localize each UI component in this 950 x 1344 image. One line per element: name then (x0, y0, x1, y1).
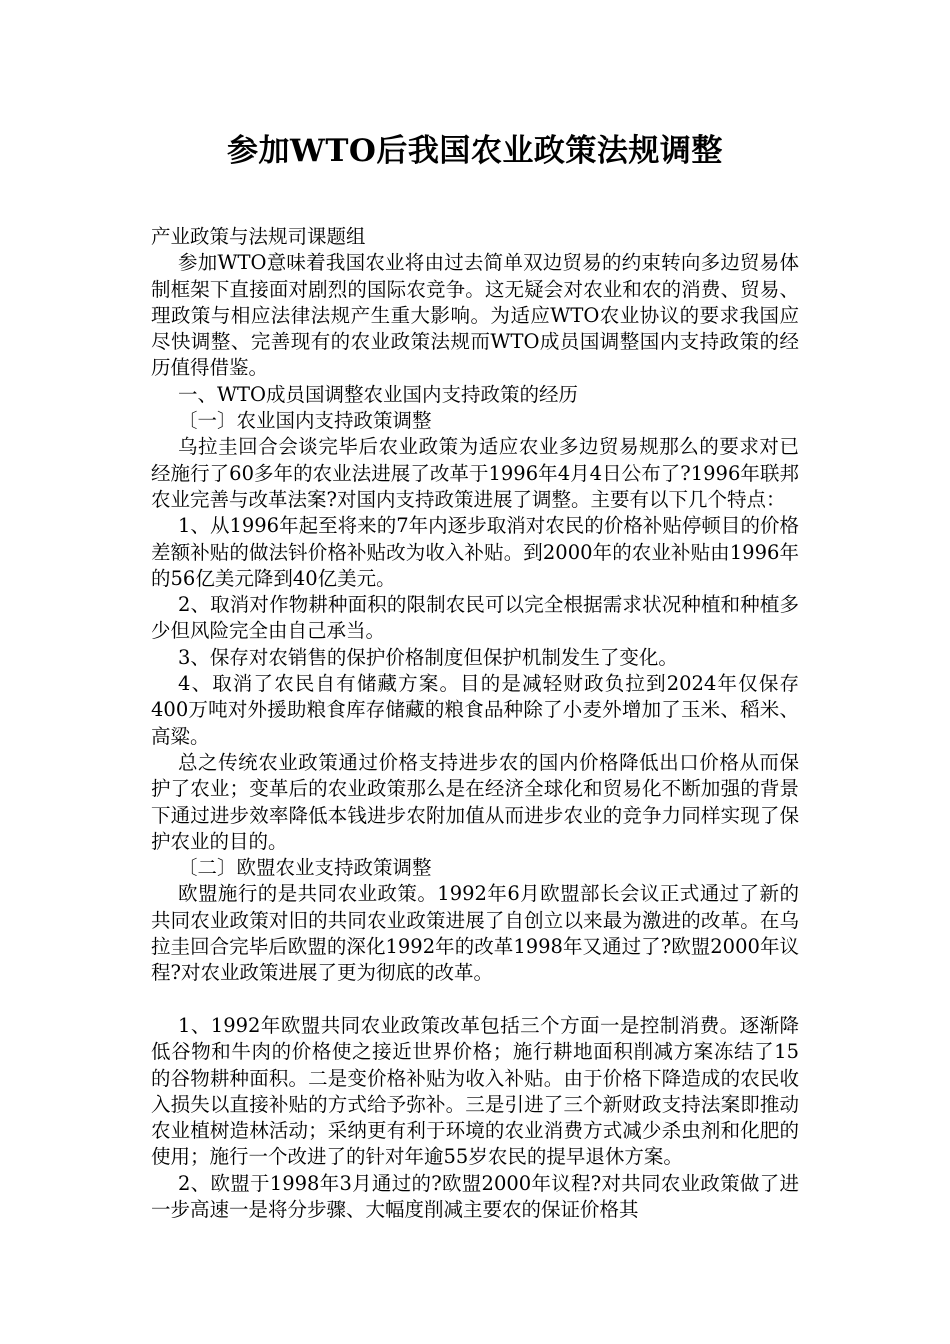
paragraph: 1、从1996年起至将来的7年内逐步取消对农民的价格补贴停顿目的价格 差额补贴的做法钭价格补贴改为收入补贴。到2000年的农业补贴由1996年的56亿美元降到40亿美元。 (151, 514, 799, 590)
paragraph: 参加WTO意味着我国农业将由过去简单双边贸易的约束转向多边贸易体制框架下直接面对剧烈的国际农竞争。这无疑会对农业和农的消费、贸易、理政策与相应法律法规产生重大影响。为适应WTO农业协议的要求我国应尽快调整、完善现有的农业政策法规而WTO成员国调整国内支持政策的经历值得借鉴。 (151, 251, 799, 380)
document-body (151, 224, 799, 1223)
paragraph: 〔二〕欧盟农业支持政策调整 (178, 856, 432, 880)
paragraph: 2、欧盟于1998年3月通过的?欧盟2000年议程?对共同农业政策做了进一步高速一是将分步骤、大幅度削减主要农的保证价格其 (151, 1171, 799, 1221)
paragraph: 3、保存对农销售的保护价格制度但保护机制发生了变化。 (178, 645, 678, 669)
document-title: 参加WTO后我国农业政策法规调整 (227, 133, 723, 169)
paragraph: 4、取消了农民自有储藏方案。目的是减轻财政负拉到2024年仅保存400万吨对外援助粮食库存储藏的粮食品种除了小麦外增加了玉米、稻米、高粱。 (151, 672, 799, 748)
blank-line (151, 987, 799, 1013)
paragraph: 乌拉圭回合会谈完毕后农业政策为适应农业多边贸易规那么的要求对已经施行了60多年的农业法进展了改革于1996年4月4日公布了?1996年联邦农业完善与改革法案?对国内支持政策进展了调整。主要有以下几个特点： (151, 435, 799, 511)
paragraph: 1、1992年欧盟共同农业政策改革包括三个方面一是控制消费。逐渐降低谷物和牛肉的价格使之接近世界价格；施行耕地面积削减方案冻结了15的谷物耕种面积。二是变价格补贴为收入补贴。由于价格下降造成的农民收入损失以直接补贴的方式给予弥补。三是引进了三个新财政支持法案即推动农业植树造林活动；采纳更有利于环境的农业消费方式减少杀虫剂和化肥的使用；施行一个改进了的针对年逾55岁农民的提早退休方案。 (151, 1013, 799, 1169)
paragraph: 一、WTO成员国调整农业国内支持政策的经历 (178, 382, 579, 406)
paragraph: 欧盟施行的是共同农业政策。1992年6月欧盟部长会议正式通过了新的共同农业政策对旧的共同农业政策进展了自创立以来最为激进的改革。在乌拉圭回合完毕后欧盟的深化1992年的改革1998年又通过了?欧盟2000年议程?对农业政策进展了更为彻底的改革。 (151, 882, 799, 985)
paragraph: 总之传统农业政策通过价格支持进步农的国内价格降低出口价格从而保护了农业；变革后的农业政策那么是在经济全球化和贸易化不断加强的背景下通过进步效率降低本钱进步农附加值从而进步农业的竞争力同样实现了保护农业的目的。 (151, 750, 799, 853)
paragraph: 〔一〕农业国内支持政策调整 (178, 409, 432, 433)
paragraph: 2、取消对作物耕种面积的限制农民可以完全根据需求状况种植和种植多少但风险完全由自己承当。 (151, 593, 799, 643)
paragraph: 产业政策与法规司课题组 (151, 225, 366, 248)
